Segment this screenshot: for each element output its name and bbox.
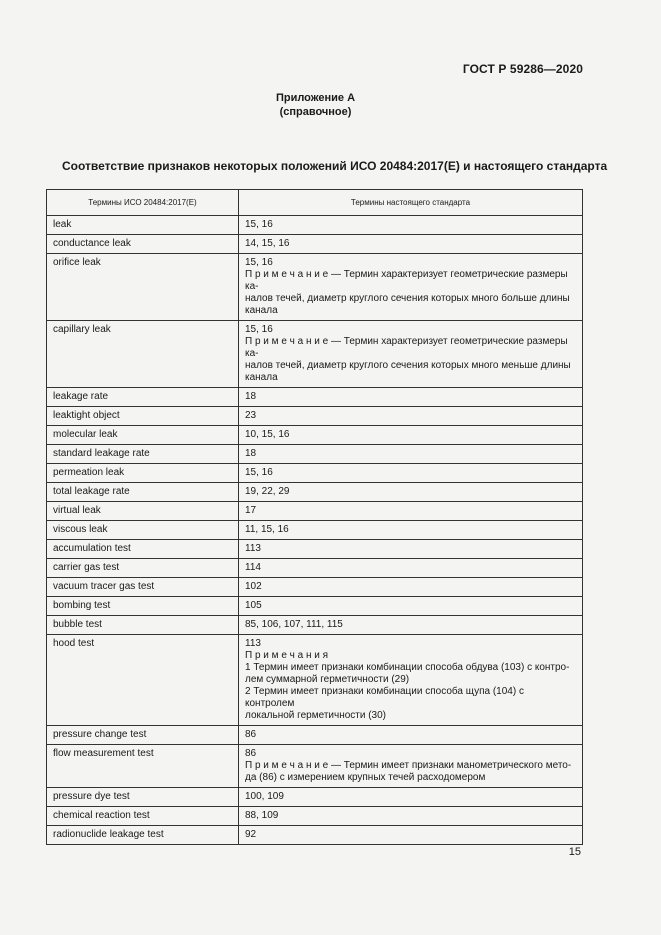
note-line: [245, 269, 576, 293]
iso-term-cell: molecular leak: [47, 426, 239, 445]
table-row: [47, 407, 583, 426]
iso-term-cell: standard leakage rate: [47, 445, 239, 464]
iso-term-cell: viscous leak: [47, 521, 239, 540]
note-text: — Термин характеризует геометрические размеры ка-: [245, 269, 568, 292]
term-reference: 85, 106, 107, 111, 115: [245, 619, 343, 630]
term-reference: 88, 109: [245, 810, 279, 821]
note-label: П р и м е ч а н и е: [245, 336, 329, 347]
term-reference: 23: [245, 410, 257, 421]
iso-term-cell: vacuum tracer gas test: [47, 578, 239, 597]
standard-ref-cell: [239, 597, 583, 616]
standard-ref-cell: [239, 726, 583, 745]
iso-term-cell: pressure dye test: [47, 788, 239, 807]
table-row: [47, 745, 583, 788]
standard-ref-cell: [239, 521, 583, 540]
table-row: [47, 559, 583, 578]
term-reference: 15, 16: [245, 467, 273, 478]
note-text: — Термин имеет признаки манометрического мето-: [328, 760, 572, 771]
iso-term-cell: orifice leak: [47, 254, 239, 321]
note-line: [245, 650, 576, 662]
standard-ref-cell: [239, 483, 583, 502]
table-row: [47, 388, 583, 407]
table-row: [47, 321, 583, 388]
term-reference: 17: [245, 505, 257, 516]
note-label: П р и м е ч а н и е: [245, 760, 329, 771]
column-header-iso-terms: Термины ИСО 20484:2017(E): [47, 190, 239, 216]
note-continuation: 2 Термин имеет признаки комбинации способа щупа (104) с контролем: [245, 686, 524, 709]
note-text: — Термин характеризует геометрические размеры ка-: [245, 336, 568, 359]
table-row: [47, 483, 583, 502]
iso-term-cell: chemical reaction test: [47, 807, 239, 826]
term-reference: 10, 15, 16: [245, 429, 290, 440]
table-row: [47, 578, 583, 597]
annex-title: Приложение А: [275, 92, 356, 104]
terms-table: [46, 189, 583, 845]
iso-term-cell: total leakage rate: [47, 483, 239, 502]
note-continuation: канала: [245, 305, 278, 316]
standard-ref-cell: [239, 788, 583, 807]
term-reference: 14, 15, 16: [245, 238, 290, 249]
standard-ref-cell: [239, 321, 583, 388]
iso-term-cell: accumulation test: [47, 540, 239, 559]
table-row: [47, 616, 583, 635]
note-label: П р и м е ч а н и я: [245, 650, 329, 661]
table-row: [47, 807, 583, 826]
standard-ref-cell: [239, 502, 583, 521]
term-reference: 92: [245, 829, 257, 840]
iso-term-cell: capillary leak: [47, 321, 239, 388]
table-row: [47, 464, 583, 483]
standard-ref-cell: [239, 235, 583, 254]
iso-term-cell: hood test: [47, 635, 239, 726]
standard-ref-cell: [239, 826, 583, 845]
note-continuation: канала: [245, 372, 278, 383]
table-row: [47, 445, 583, 464]
iso-term-cell: bubble test: [47, 616, 239, 635]
iso-term-cell: leakage rate: [47, 388, 239, 407]
annex-subtitle: (справочное): [279, 106, 352, 118]
table-row: [47, 726, 583, 745]
standard-ref-cell: [239, 407, 583, 426]
note-line: [245, 760, 576, 772]
term-reference: 15, 16: [245, 324, 273, 335]
term-reference: 11, 15, 16: [245, 524, 289, 535]
term-reference: 19, 22, 29: [245, 486, 290, 497]
note-continuation: локальной герметичности (30): [245, 710, 387, 721]
note-label: П р и м е ч а н и е: [245, 269, 329, 280]
table-header-row: [47, 190, 583, 216]
page-number: 15: [568, 846, 581, 858]
iso-term-cell: bombing test: [47, 597, 239, 616]
standard-ref-cell: [239, 807, 583, 826]
standard-ref-cell: [239, 254, 583, 321]
table-row: [47, 826, 583, 845]
term-reference: 113: [245, 638, 261, 649]
document-title: Соответствие признаков некоторых положений ИСО 20484:2017(E) и настоящего стандарта: [62, 159, 608, 173]
table-row: [47, 521, 583, 540]
standard-ref-cell: [239, 559, 583, 578]
iso-term-cell: leak: [47, 216, 239, 235]
note-continuation: лем суммарной герметичности (29): [245, 674, 410, 685]
note-line: [245, 336, 576, 360]
standard-ref-cell: [239, 635, 583, 726]
term-reference: 18: [245, 448, 257, 459]
standard-code: ГОСТ Р 59286—2020: [462, 62, 583, 76]
standard-ref-cell: [239, 445, 583, 464]
standard-ref-cell: [239, 578, 583, 597]
standard-ref-cell: [239, 540, 583, 559]
iso-term-cell: conductance leak: [47, 235, 239, 254]
term-reference: 15, 16: [245, 219, 273, 230]
iso-term-cell: permeation leak: [47, 464, 239, 483]
term-reference: 105: [245, 600, 262, 611]
standard-ref-cell: [239, 426, 583, 445]
standard-ref-cell: [239, 745, 583, 788]
table-row: [47, 502, 583, 521]
note-continuation: налов течей, диаметр круглого сечения которых много больше длины: [245, 293, 570, 304]
table-row: [47, 254, 583, 321]
table-row: [47, 597, 583, 616]
term-reference: 18: [245, 391, 257, 402]
iso-term-cell: carrier gas test: [47, 559, 239, 578]
term-reference: 100, 109: [245, 791, 284, 802]
iso-term-cell: leaktight object: [47, 407, 239, 426]
table-row: [47, 426, 583, 445]
annex-heading: [0, 91, 631, 119]
standard-ref-cell: [239, 616, 583, 635]
term-reference: 102: [245, 581, 262, 592]
standard-ref-cell: [239, 388, 583, 407]
iso-term-cell: pressure change test: [47, 726, 239, 745]
iso-term-cell: radionuclide leakage test: [47, 826, 239, 845]
note-continuation: налов течей, диаметр круглого сечения которых много меньше длины: [245, 360, 571, 371]
table-row: [47, 216, 583, 235]
term-reference: 113: [245, 543, 261, 554]
table-row: [47, 540, 583, 559]
table-row: [47, 235, 583, 254]
standard-ref-cell: [239, 464, 583, 483]
column-header-standard-terms: Термины настоящего стандарта: [239, 190, 583, 216]
table-row: [47, 788, 583, 807]
iso-term-cell: virtual leak: [47, 502, 239, 521]
term-reference: 86: [245, 729, 257, 740]
note-continuation: 1 Термин имеет признаки комбинации способа обдува (103) с контро-: [245, 662, 570, 673]
iso-term-cell: flow measurement test: [47, 745, 239, 788]
term-reference: 86: [245, 748, 257, 759]
note-continuation: да (86) с измерением крупных течей расходомером: [245, 772, 486, 783]
table-row: [47, 635, 583, 726]
term-reference: 15, 16: [245, 257, 273, 268]
standard-ref-cell: [239, 216, 583, 235]
term-reference: 114: [245, 562, 261, 573]
